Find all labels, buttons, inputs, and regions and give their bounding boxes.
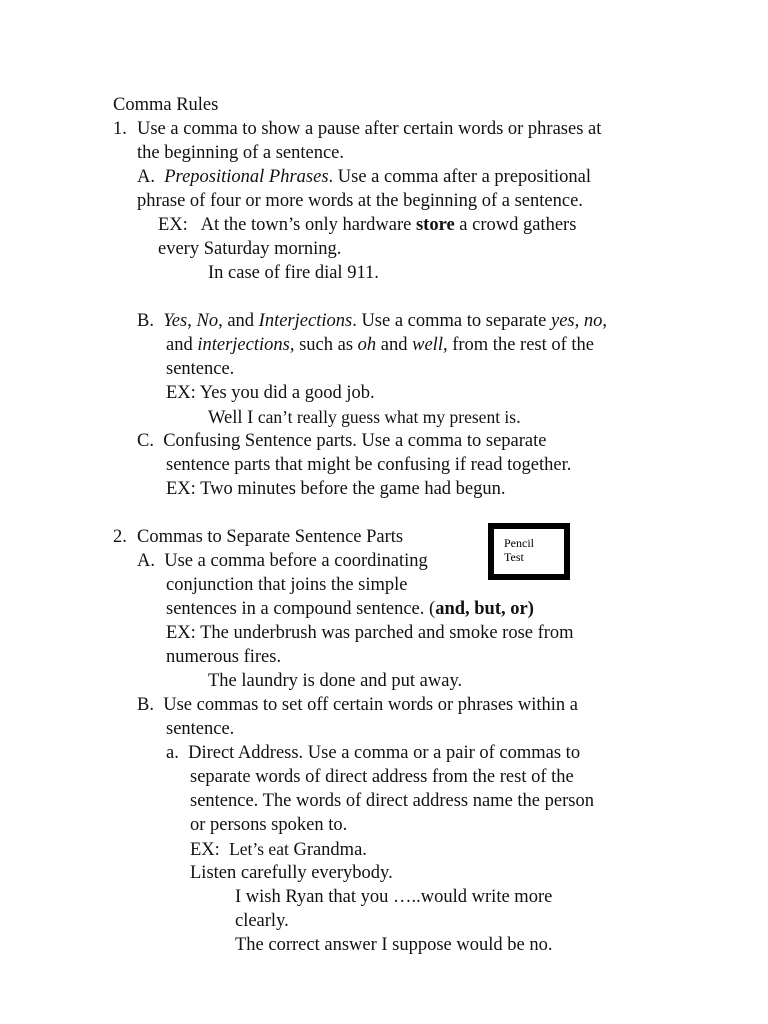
rule1-c-label: C. <box>137 431 154 451</box>
rule2-b-a-line1 <box>166 741 580 765</box>
ex1-part-b: store <box>415 215 455 235</box>
rule2-number: 2. <box>113 527 127 547</box>
text: Use a comma before a coordinating <box>164 551 428 571</box>
rule1-b-example1: EX: Yes you did a good job. <box>166 383 375 403</box>
text: Well I <box>208 408 254 428</box>
term-yes: Yes <box>163 311 188 331</box>
rule1-a-example2: In case of fire dial 911. <box>208 263 379 283</box>
text: Confusing Sentence parts. Use a comma to separate <box>163 431 547 451</box>
rule1-b-example2 <box>208 405 521 430</box>
punct: , <box>574 311 584 331</box>
rule2-b-line1 <box>137 693 578 717</box>
text: Use commas to set off certain words or phrases within a <box>163 695 578 715</box>
term-no: no <box>583 311 603 331</box>
text: Let’s eat <box>229 839 289 859</box>
box-line1: Pencil <box>504 536 534 550</box>
pencil-test-label <box>504 536 534 564</box>
text: and <box>166 335 198 355</box>
box-line2: Test <box>504 550 524 564</box>
rule2-a-label: A. <box>137 551 155 571</box>
term-interjections: interjections <box>197 335 290 355</box>
text: and <box>376 335 413 355</box>
punct: . <box>516 408 521 428</box>
rule1-a-line1 <box>137 165 591 189</box>
punct: , <box>602 311 607 331</box>
rule2-b-label: B. <box>137 695 154 715</box>
rule1-a-line2: phrase of four or more words at the beginning of a sentence. <box>137 191 583 211</box>
rule2-a-line2: conjunction that joins the simple <box>166 575 408 595</box>
rule2-a-line1 <box>137 549 428 573</box>
rule1-b-label: B. <box>137 311 154 331</box>
rule1-a-label: A. <box>137 167 155 187</box>
term-oh: oh <box>357 335 377 355</box>
rule1-line2: the beginning of a sentence. <box>137 143 345 163</box>
rule2-a-line3 <box>166 597 534 621</box>
punct: , <box>187 311 197 331</box>
rule2-b-a-example2: Listen carefully everybody. <box>190 863 393 883</box>
text: , such as <box>289 335 358 355</box>
rule2-a-example2: The laundry is done and put away. <box>208 671 463 691</box>
rule1-c-example1: EX: Two minutes before the game had begun. <box>166 479 506 499</box>
rule2-b-a-line3: sentence. The words of direct address name the person <box>190 791 594 811</box>
rule2-b-a-example4: The correct answer I suppose would be no. <box>235 935 553 955</box>
rule1-c-line1 <box>137 429 546 453</box>
rule1-a-line1-rest: . Use a comma after a prepositional <box>328 167 592 187</box>
text: , from the rest of the <box>442 335 595 355</box>
term-interjections: Interjections <box>258 311 353 331</box>
conjunctions: and, but, or) <box>435 599 534 619</box>
pencil-test-box <box>488 523 570 580</box>
rule2-heading: Commas to Separate Sentence Parts <box>137 527 404 547</box>
text: can’t really guess what my present is <box>257 407 517 427</box>
rule2-b-a-example3: I wish Ryan that you …..would write more <box>235 887 553 907</box>
term-no: No <box>196 311 219 331</box>
rule1-line1: Use a comma to show a pause after certain words or phrases at <box>137 119 602 139</box>
rule1-c-line2: sentence parts that might be confusing if read together. <box>166 455 572 475</box>
rule2-a-example1-line2: numerous fires. <box>166 647 282 667</box>
rule1-number: 1. <box>113 119 127 139</box>
rule1-a-example1 <box>158 213 576 237</box>
term-yes: yes <box>550 311 575 331</box>
text: Grandma. <box>293 840 367 860</box>
rule1-b-line1 <box>137 309 607 333</box>
text: Direct Address. Use a comma or a pair of commas to <box>188 743 581 763</box>
rule2-b-a-label: a. <box>166 743 179 763</box>
rule2-b-a-example1 <box>190 837 367 862</box>
page-title: Comma Rules <box>113 95 219 115</box>
rule2-b-a-line2: separate words of direct address from the rest of the <box>190 767 574 787</box>
rule1-b-line2 <box>166 333 594 357</box>
rule2-a-example1: EX: The underbrush was parched and smoke rose from <box>166 623 574 643</box>
ex1-part-a: At the town’s only hardware <box>200 215 412 235</box>
rule2-b-a-line4: or persons spoken to. <box>190 815 348 835</box>
text: sentences in a compound sentence. ( <box>166 599 436 619</box>
rule1-b-line3: sentence. <box>166 359 235 379</box>
ex1-part-c: a crowd gathers <box>459 215 577 235</box>
text: . Use a comma to separate <box>352 311 551 331</box>
rule2-b-a-example3-line2: clearly. <box>235 911 289 931</box>
rule2-b-line2: sentence. <box>166 719 235 739</box>
ex-label: EX: <box>158 215 188 235</box>
term-well: well <box>412 335 443 355</box>
rule1-a-example1-line2: every Saturday morning. <box>158 239 342 259</box>
ex-label: EX: <box>190 840 220 860</box>
text: , and <box>218 311 259 331</box>
rule1-a-term: Prepositional Phrases <box>164 167 329 187</box>
